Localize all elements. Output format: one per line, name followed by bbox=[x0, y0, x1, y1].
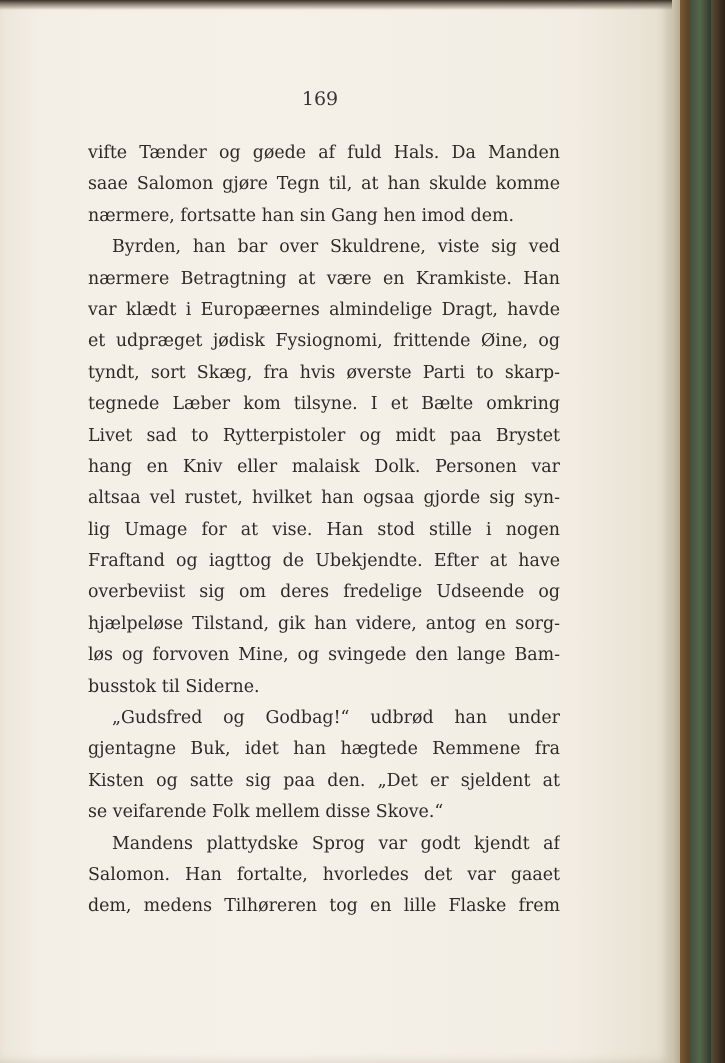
book-cover-outer bbox=[711, 0, 725, 1063]
text-line: nærmere Betragtning at være en Kramkiste. Han bbox=[88, 268, 560, 289]
text-line: tyndt, sort Skæg, fra hvis øverste Parti to skarp- bbox=[88, 362, 560, 383]
page-number: 169 bbox=[301, 88, 339, 110]
text-line: Salomon. Han fortalte, hvorledes det var gaaet bbox=[88, 864, 560, 885]
text-line: Livet sad to Rytterpistoler og midt paa Brystet bbox=[88, 425, 560, 446]
page-edges bbox=[672, 0, 680, 1063]
text-line: løs og forvoven Mine, og svingede den lange Bam- bbox=[88, 645, 560, 666]
text-line: Mandens plattydske Sprog var godt kjendt af bbox=[112, 833, 560, 854]
text-line: Kisten og satte sig paa den. „Det er sjeldent at bbox=[88, 770, 560, 791]
text-line: gjentagne Buk, idet han hægtede Remmene fra bbox=[88, 739, 560, 760]
text-line: se veifarende Folk mellem disse Skove.“ bbox=[88, 802, 444, 823]
text-line: saae Salomon gjøre Tegn til, at han skulde komme bbox=[88, 174, 560, 195]
book-spine-leather bbox=[680, 0, 689, 1063]
text-line: overbeviist sig om deres fredelige Udseende og bbox=[88, 582, 560, 603]
text-line: vifte Tænder og gøede af fuld Hals. Da Manden bbox=[88, 143, 560, 163]
text-line: tegnede Læber kom tilsyne. I et Bælte omkring bbox=[88, 394, 560, 415]
text-line: nærmere, fortsatte han sin Gang hen imod dem. bbox=[88, 205, 515, 226]
text-line: hang en Kniv eller malaisk Dolk. Personen var bbox=[88, 456, 560, 477]
body-text bbox=[88, 138, 560, 923]
book-cover-edge bbox=[689, 0, 711, 1063]
text-line: lig Umage for at vise. Han stod stille i nogen bbox=[88, 519, 560, 540]
text-line: var klædt i Europæernes almindelige Dragt, havde bbox=[88, 299, 560, 320]
text-line: altsaa vel rustet, hvilket han ogsaa gjorde sig syn- bbox=[88, 488, 560, 509]
text-line: et udpræget jødisk Fysiognomi, frittende Øine, og bbox=[88, 331, 560, 352]
text-line: Byrden, han bar over Skuldrene, viste sig ved bbox=[112, 237, 560, 258]
text-line: dem, medens Tilhøreren tog en lille Flaske frem bbox=[88, 896, 560, 917]
text-line: „Gudsfred og Godbag!“ udbrød han under bbox=[112, 708, 560, 729]
page-top-shadow bbox=[0, 0, 672, 10]
text-line: hjælpeløse Tilstand, gik han videre, antog en sorg- bbox=[88, 613, 560, 634]
text-line: Fraftand og iagttog de Ubekjendte. Efter at have bbox=[88, 551, 560, 572]
text-line: busstok til Siderne. bbox=[88, 676, 260, 697]
